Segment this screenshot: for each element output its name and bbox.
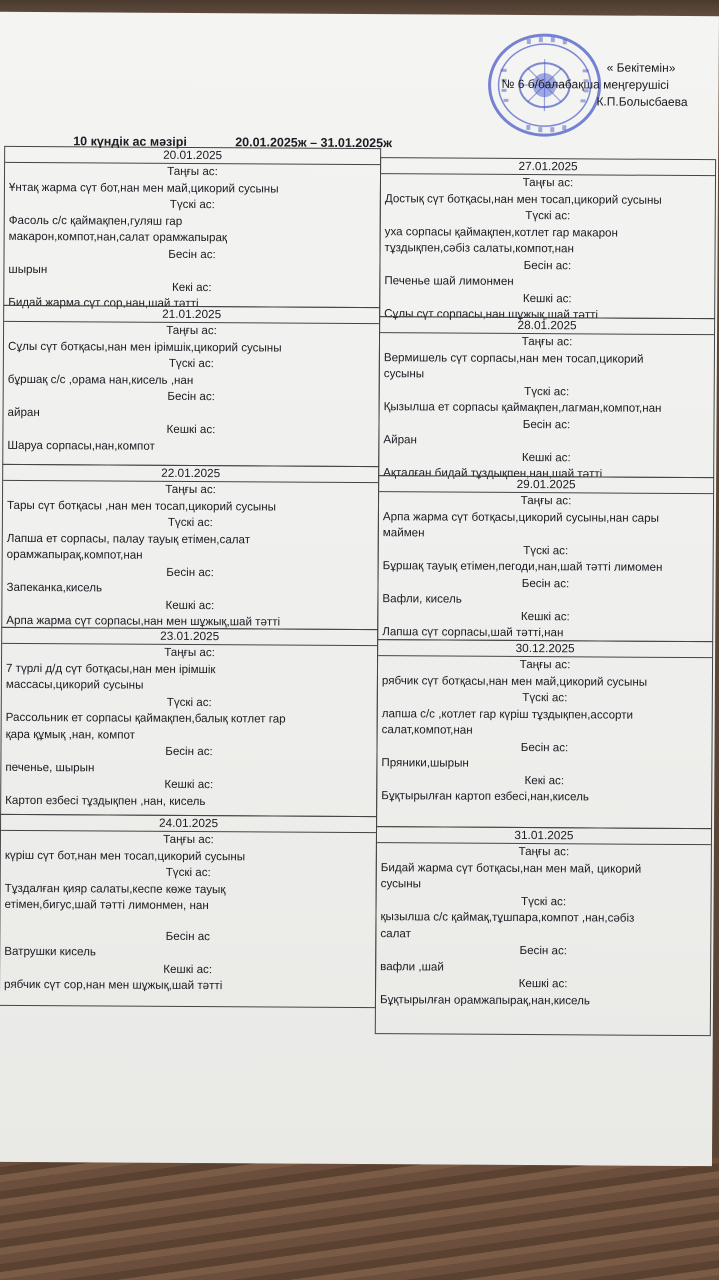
meal-items-breakfast: Тары сүт ботқасы ,нан мен тосап,цикорий сусыны	[6, 498, 277, 513]
meal-label-lunch: Түскі ас:	[525, 209, 571, 223]
meal-items-lunch: Бұршақ тауық етімен,пегоди,нан,шай тәтті лимомен	[382, 559, 663, 574]
meal-label-lunch: Түскі ас:	[165, 865, 211, 880]
meal-label-dinner: Кешкі ас:	[163, 962, 213, 976]
day-date: 22.01.2025	[3, 465, 378, 483]
meal-items-snack: Айран	[383, 433, 417, 447]
meal-label-breakfast: Таңғы ас:	[163, 832, 214, 847]
meal-items-breakfast: массасы,цикорий сусыны	[5, 677, 144, 692]
meal-items-dinner: Сұлы сүт сорпасы,нан шұжық,шай тәтті	[384, 307, 599, 322]
meal-items-snack: Вафли, кисель	[382, 592, 462, 606]
meal-label-dinner: Кешкі ас:	[165, 598, 215, 612]
meal-items-lunch: қызылша с/с қаймақ,тұшпара,компот ,нан,сәбіз	[380, 910, 635, 925]
meal-label-dinner: Кешкі ас:	[521, 450, 571, 464]
meal-label-breakfast: Таңғы ас:	[522, 175, 574, 190]
meal-label-breakfast: Таңғы ас:	[164, 645, 215, 660]
meal-label-breakfast: Таңғы ас:	[519, 657, 571, 672]
meal-label-lunch: Түскі ас:	[168, 356, 214, 371]
day-card-21-01	[2, 305, 380, 467]
meal-items-lunch: Лапша ет сорпасы, палау тауық етімен,салат	[6, 531, 251, 546]
meal-items-breakfast: Вермишель сүт сорпасы,нан мен тосап,цикорий	[383, 350, 644, 366]
meal-items-lunch: бұршақ с/с ,орама нан,кисель ,нан	[7, 372, 194, 387]
meal-label-snack: Бесін ас:	[520, 740, 569, 754]
day-card-30-01	[376, 639, 713, 829]
day-date: 24.01.2025	[1, 815, 376, 833]
meal-label-breakfast: Таңғы ас:	[165, 482, 216, 497]
day-card-27-01	[379, 157, 716, 322]
meal-items-dinner: рябчик сүт сор,нан мен шұжық,шай тәтті	[4, 977, 223, 993]
meal-items-lunch: салат,компот,нан	[381, 723, 473, 737]
meal-items-breakfast: маймен	[382, 526, 425, 540]
meal-items-lunch: лапша с/с ,котлет гар күріш тұздықпен,ассорти	[381, 706, 634, 722]
meal-items-lunch: қара құмық ,нан, компот	[5, 727, 136, 742]
meal-label-lunch: Түскі ас:	[523, 543, 569, 557]
day-date: 27.01.2025	[381, 158, 715, 176]
day-card-29-01	[377, 475, 714, 642]
day-date: 20.01.2025	[5, 147, 380, 165]
meal-items-dinner: Арпа жарма сүт сорпасы,нан мен шұжық,шай тәтті	[6, 613, 281, 629]
day-card-28-01	[378, 316, 715, 481]
day-date: 31.01.2025	[377, 827, 711, 845]
meal-items-breakfast: Бидай жарма сүт ботқасы,нан мен май, цикорий	[380, 860, 642, 876]
meal-items-lunch: тұздықпен,сәбіз салаты,компот,нан	[384, 241, 574, 256]
approval-line-3: К.П.Болысбаева	[596, 94, 688, 110]
meal-label-lunch: Түскі ас:	[169, 197, 215, 212]
meal-label-snack: Бесін ас:	[168, 247, 216, 261]
meal-items-dinner: Бидай жарма сүт сор,нан,шай тәтті	[8, 295, 199, 311]
day-card-24-01	[0, 814, 377, 1008]
meal-label-snack: Бесін ас:	[166, 565, 214, 579]
day-date: 28.01.2025	[380, 317, 714, 335]
meal-label-dinner: Кешкі ас:	[520, 609, 570, 623]
meal-items-lunch: орамжапырақ,компот,нан	[6, 547, 143, 562]
meal-items-lunch: етімен,бигус,шай тәтті лимонмен, нан	[4, 897, 209, 913]
meal-label-lunch: Түскі ас:	[524, 384, 570, 398]
day-card-22-01	[1, 464, 379, 630]
approval-line-1: « Бекітемін»	[606, 60, 676, 75]
meal-label-lunch: Түскі ас:	[166, 695, 212, 709]
meal-items-breakfast: сусыны	[380, 877, 422, 891]
meal-items-breakfast: күріш сүт бот,нан мен тосап,цикорий сусыны	[4, 848, 246, 863]
meal-items-dinner: Бұқтырылған картоп езбесі,нан,кисель	[381, 789, 589, 804]
meal-label-snack: Бесін ас:	[519, 943, 568, 958]
menu-paper	[0, 12, 719, 1166]
meal-items-breakfast: сусыны	[383, 367, 425, 381]
table-surface-bottom	[0, 1158, 719, 1280]
meal-label-dinner: Кекі ас:	[172, 280, 212, 294]
day-date: 21.01.2025	[4, 306, 379, 324]
meal-items-lunch: салат	[380, 926, 411, 940]
meal-label-snack: Бесін ас:	[165, 744, 213, 759]
meal-label-lunch: Түскі ас:	[522, 691, 568, 705]
menu-title: 10 күндік ас мәзірі	[73, 134, 187, 149]
meal-items-dinner: Лапша сүт сорпасы,шай тәтті,нан	[382, 625, 564, 640]
meal-items-breakfast: Ұнтақ жарма сүт бот,нан мен май,цикорий сусыны	[8, 180, 279, 196]
meal-label-breakfast: Таңғы ас:	[166, 323, 217, 338]
meal-items-snack: Ватрушки кисель	[4, 944, 96, 959]
meal-items-snack: Запеканка,кисель	[6, 580, 103, 595]
meal-items-breakfast: Сұлы сүт ботқасы,нан мен ірімшік,цикорий сусыны	[7, 339, 282, 355]
meal-label-breakfast: Таңғы ас:	[520, 493, 572, 508]
meal-items-lunch: Рассольник ет сорпасы қаймақпен,балық котлет гар	[5, 710, 286, 726]
meal-label-dinner: Кешкі ас:	[166, 422, 216, 437]
meal-label-breakfast: Таңғы ас:	[521, 334, 573, 349]
meal-items-snack: Пряники,шырын	[381, 756, 469, 770]
meal-label-snack: Бесін ас:	[522, 417, 571, 431]
day-card-23-01	[0, 627, 378, 817]
day-date: 29.01.2025	[379, 476, 713, 494]
day-date: 23.01.2025	[2, 628, 377, 646]
meal-items-lunch: макарон,компот,нан,салат орамжапырақ	[8, 229, 228, 245]
meal-items-snack: шырын	[8, 262, 48, 277]
meal-label-dinner: Кекі ас:	[524, 773, 565, 787]
meal-items-snack: Печенье шай лимонмен	[384, 274, 514, 288]
meal-items-breakfast: Арпа жарма сүт ботқасы,цикорий сусыны,нан сары	[382, 509, 659, 525]
meal-items-snack: айран	[7, 405, 40, 419]
meal-label-breakfast: Таңғы ас:	[518, 844, 570, 859]
day-card-31-01	[375, 826, 712, 1036]
day-card-20-01	[3, 146, 381, 311]
meal-label-breakfast: Таңғы ас:	[167, 164, 218, 179]
meal-label-snack: Бесін ас	[165, 929, 211, 943]
meal-items-dinner: Шаруа сорпасы,нан,компот	[7, 438, 155, 453]
menu-date-range: 20.01.2025ж – 31.01.2025ж	[235, 135, 393, 151]
meal-items-lunch: Фасоль с/с қаймақпен,гуляш гар	[8, 213, 183, 228]
meal-items-lunch: Тұздалған қияр салаты,кеспе көже тауық	[4, 881, 226, 896]
meal-items-dinner: Ақталған бидай тұздықпен,нан,шай тәтті	[383, 466, 603, 481]
meal-items-dinner: Бұқтырылған орамжапырақ,нан,кисель	[379, 992, 591, 1007]
meal-label-snack: Бесін ас:	[521, 576, 570, 590]
meal-items-snack: печенье, шырын	[5, 760, 95, 774]
meal-items-dinner: Картоп езбесі тұздықпен ,нан, кисель	[5, 793, 206, 808]
meal-label-snack: Бесін ас:	[167, 389, 215, 404]
approval-line-2: № 6 б/балабақша меңгерушісі	[501, 76, 669, 92]
meal-label-dinner: Кешкі ас:	[522, 291, 572, 305]
meal-label-dinner: Кешкі ас:	[164, 777, 214, 792]
meal-items-breakfast: Достық сүт ботқасы,нан мен тосап,цикорий сусыны	[384, 191, 662, 207]
meal-items-lunch: Қызылша ет сорпасы қаймақпен,лагман,компот,нан	[383, 400, 662, 415]
meal-label-lunch: Түскі ас:	[521, 894, 567, 908]
meal-label-lunch: Түскі ас:	[167, 515, 213, 530]
meal-items-breakfast: 7 түрлі д/д сүт ботқасы,нан мен ірімшік	[5, 661, 216, 676]
day-date: 30.12.2025	[378, 640, 712, 658]
meal-items-lunch: уха сорпасы қаймақпен,котлет гар макарон	[384, 224, 618, 240]
meal-label-snack: Бесін ас:	[523, 258, 572, 272]
meal-label-dinner: Кешкі ас:	[518, 976, 568, 991]
meal-items-snack: вафли ,шай	[380, 959, 444, 974]
meal-items-breakfast: рябчик сүт ботқасы,нан мен май,цикорий сусыны	[381, 673, 648, 689]
